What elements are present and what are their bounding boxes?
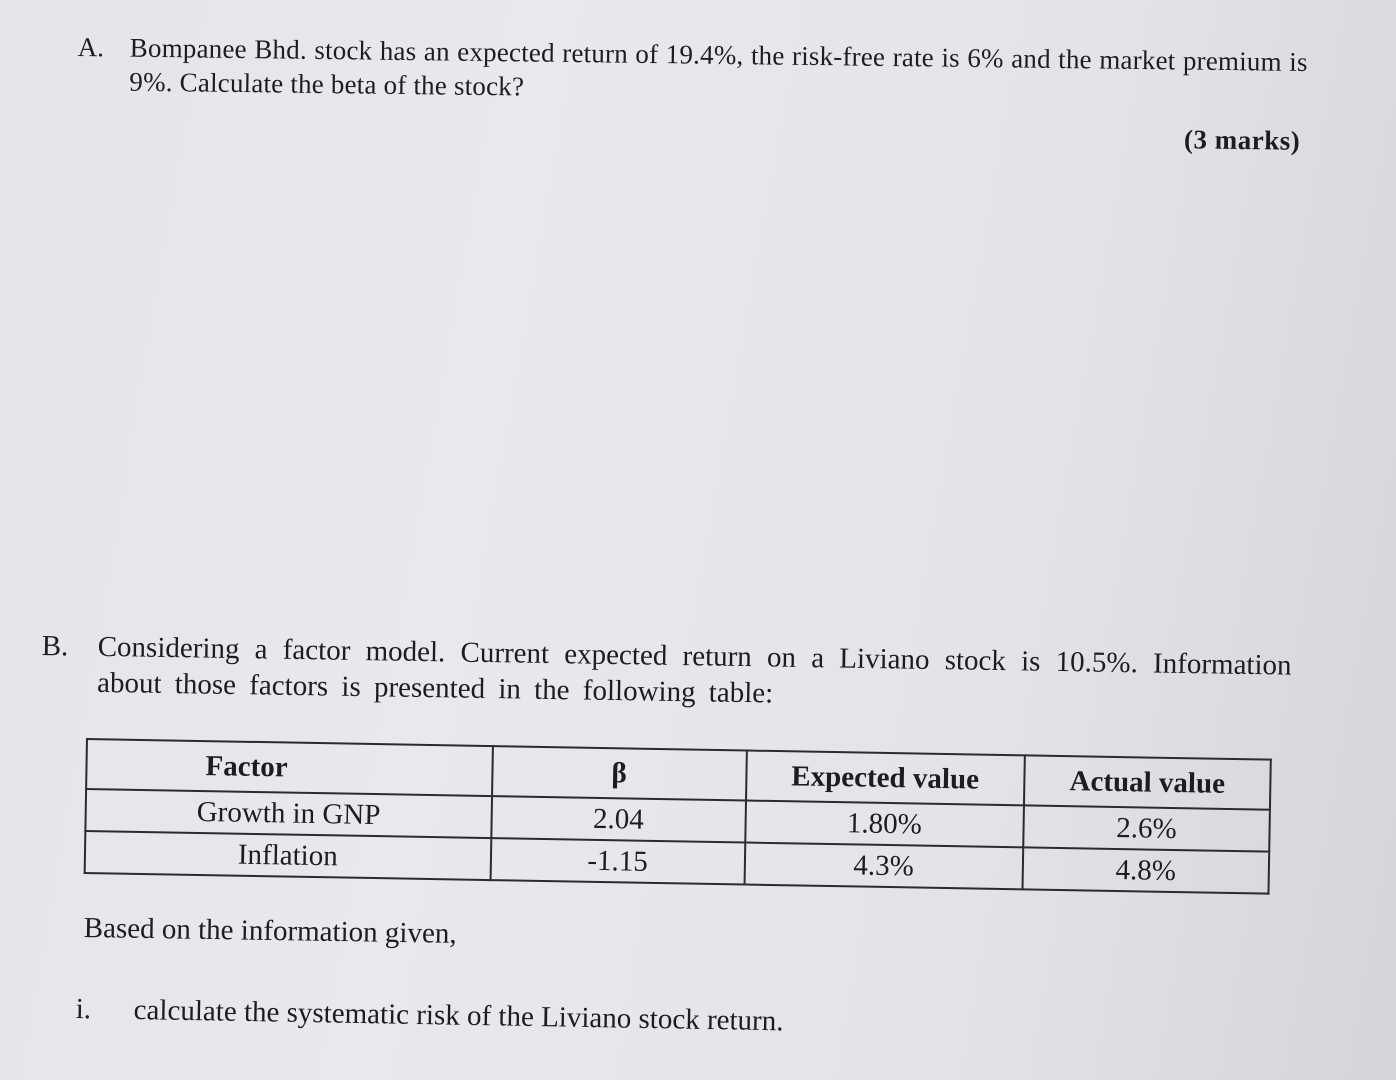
question-a-marks: (3 marks) xyxy=(1183,124,1301,156)
cell-beta: -1.15 xyxy=(490,838,745,884)
factor-table xyxy=(84,738,1272,895)
cell-factor: Growth in GNP xyxy=(85,789,491,838)
header-actual-value: Actual value xyxy=(1024,755,1271,809)
cell-expected-value: 1.80% xyxy=(745,801,1024,848)
cell-beta: 2.04 xyxy=(491,796,746,842)
sub-question-number: i. xyxy=(75,993,92,1026)
cell-actual-value: 2.6% xyxy=(1023,805,1270,851)
question-b-text: Considering a factor model. Current expected return on a Liviano stock is 10.5%. Information about those factors is presented in the following table: xyxy=(96,630,1292,710)
question-a xyxy=(77,30,1308,113)
cell-actual-value: 4.8% xyxy=(1022,847,1269,893)
question-b-label: B. xyxy=(41,629,69,663)
cell-expected-value: 4.3% xyxy=(744,843,1023,890)
sub-question-text: calculate the systematic risk of the Liviano stock return. xyxy=(133,994,784,1038)
header-expected-value: Expected value xyxy=(746,751,1025,806)
question-a-label: A. xyxy=(77,31,105,63)
cell-factor: Inflation xyxy=(85,831,491,880)
question-b xyxy=(41,628,1292,720)
question-a-text: Bompanee Bhd. stock has an expected return of 19.4%, the risk-free rate is 6% and the market premium is 9%. Calculate the beta of the stock? xyxy=(129,32,1308,102)
sub-question-i xyxy=(75,993,783,1038)
header-beta: β xyxy=(492,746,747,800)
based-on-text: Based on the information given, xyxy=(83,912,457,950)
header-factor: Factor xyxy=(86,739,493,796)
